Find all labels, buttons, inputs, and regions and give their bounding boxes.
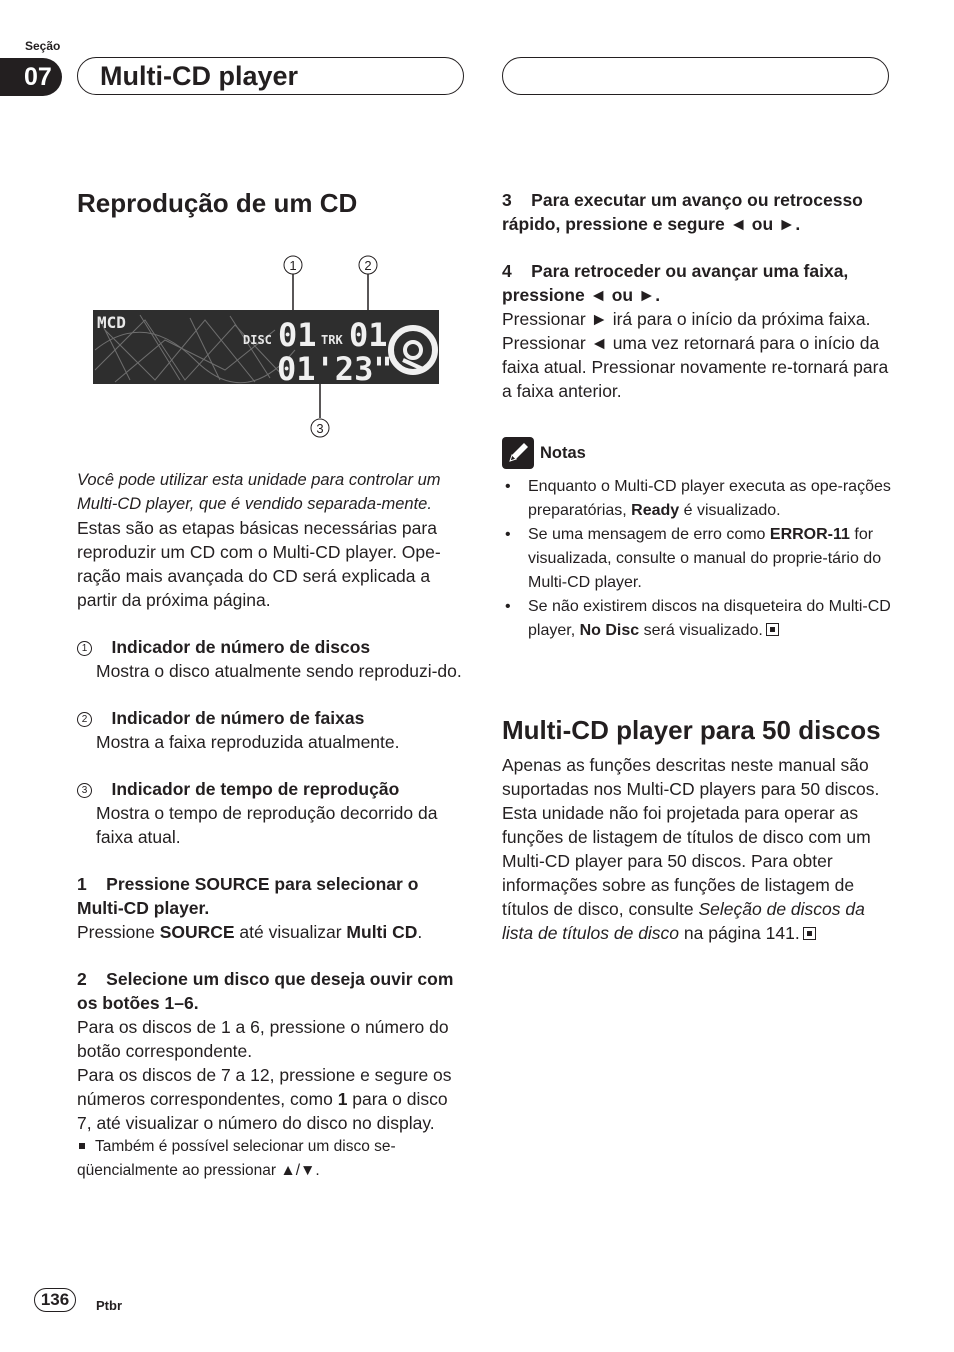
step-4 (502, 259, 892, 403)
step-4-text: Pressionar ► irá para o início da próxima faixa. Pressionar ◄ uma vez retornará para o início da faixa atual. Pressionar novamente re-tornará para a faixa anterior. (502, 309, 889, 401)
step-1-head: 1 Pressione SOURCE para selecionar o Multi-CD player. (77, 874, 424, 918)
intro-text: Estas são as etapas básicas necessárias para reproduzir um CD com o Multi-CD player. Ope-ração mais avançada do CD será explicada a partir da próxima página. (77, 518, 441, 610)
right-body (502, 188, 892, 945)
callout-2 (359, 256, 377, 310)
step-2-head: 2 Selecione um disco que deseja ouvir com os botões 1–6. (77, 969, 459, 1013)
section-title-box (77, 57, 464, 95)
step-2-note: Também é possível selecionar um disco se-qüencialmente ao pressionar ▲/▼. (77, 1138, 396, 1179)
empty-header-box (502, 57, 889, 95)
display-trk-value: 01 (349, 316, 388, 354)
note-item: • Se não existirem discos na disqueteira do Multi-CD player, No Disc será visualizado. (502, 595, 892, 643)
display-disc-label: DISC (243, 333, 272, 347)
square-bullet-icon (79, 1143, 85, 1149)
language-code: Ptbr (96, 1298, 122, 1313)
step-2-p2: Para os discos de 7 a 12, pressione e segure os números correspondentes, como 1 para o disco 7, até visualizar o número do disco no display. (77, 1065, 452, 1133)
disc50-p2: Esta unidade não foi projetada para operar as funções de listagem de títulos de disco com um Multi-CD player para 50 discos. Para obter informações sobre as funções de listagem de títulos de disco, consulte Seleção de discos da lista de títulos de disco na página 141. (502, 803, 871, 943)
section-label: Seção (25, 39, 61, 53)
display-mcd: MCD (97, 313, 126, 332)
page-heading: Reprodução de um CD (77, 188, 358, 218)
indicator-title: Indicador de tempo de reprodução (111, 779, 400, 799)
step-2-p1: Para os discos de 1 a 6, pressione o número do botão correspondente. (77, 1017, 449, 1061)
note-item: • Se uma mensagem de erro como ERROR-11 for visualizada, consulte o manual do proprie-tário do Multi-CD player. (502, 523, 892, 595)
notes-header (502, 437, 892, 469)
indicator-title: Indicador de número de faixas (111, 708, 365, 728)
left-body (77, 468, 467, 1183)
display-figure (85, 250, 455, 445)
indicator-1 (77, 635, 467, 683)
section-title: Multi-CD player (100, 61, 299, 91)
indicator-3 (77, 777, 467, 849)
display-time: 01'23" (277, 350, 393, 388)
step-3-head: 3 Para executar um avanço ou retrocesso rápido, pressione e segure ◄ ou ►. (502, 190, 868, 234)
end-mark-icon (803, 927, 816, 940)
end-mark-icon (766, 623, 779, 636)
notes-title: Notas (540, 444, 586, 462)
section-heading-50-discs: Multi-CD player para 50 discos (502, 715, 881, 745)
left-heading-wrap (77, 188, 467, 218)
callout-3 (311, 384, 329, 437)
pencil-icon (502, 437, 534, 469)
svg-text:2: 2 (364, 258, 372, 273)
callout-1 (284, 256, 302, 310)
step-4-head: 4 Para retroceder ou avançar uma faixa, pressione ◄ ou ►. (502, 261, 854, 305)
display-disc-value: 01 (278, 316, 317, 354)
indicator-2 (77, 706, 467, 754)
indicator-num: 1 (77, 641, 92, 656)
intro-italic: Você pode utilizar esta unidade para controlar um Multi-CD player, que é vendido separada-mente. (77, 471, 441, 513)
indicator-num: 2 (77, 712, 92, 727)
note-item: • Enquanto o Multi-CD player executa as ope-rações preparatórias, Ready é visualizado. (502, 475, 892, 523)
indicator-num: 3 (77, 783, 92, 798)
notes-block (502, 437, 892, 643)
svg-text:3: 3 (316, 421, 324, 436)
svg-text:1: 1 (289, 258, 297, 273)
indicator-desc: Mostra a faixa reproduzida atualmente. (96, 732, 400, 752)
section-number-tab: 07 (0, 58, 62, 96)
notes-list (502, 475, 892, 643)
indicator-desc: Mostra o tempo de reprodução decorrido da faixa atual. (96, 803, 438, 847)
display-trk-label: TRK (321, 333, 343, 347)
step-2 (77, 967, 467, 1183)
step-1 (77, 872, 467, 944)
indicator-desc: Mostra o disco atualmente sendo reproduzi-do. (96, 661, 462, 681)
step-1-text: Pressione SOURCE até visualizar Multi CD. (77, 922, 423, 942)
indicator-title: Indicador de número de discos (111, 637, 371, 657)
disc50-p1: Apenas as funções descritas neste manual são suportadas nos Multi-CD players para 50 discos. (502, 755, 880, 799)
page-number: 136 (34, 1288, 76, 1312)
